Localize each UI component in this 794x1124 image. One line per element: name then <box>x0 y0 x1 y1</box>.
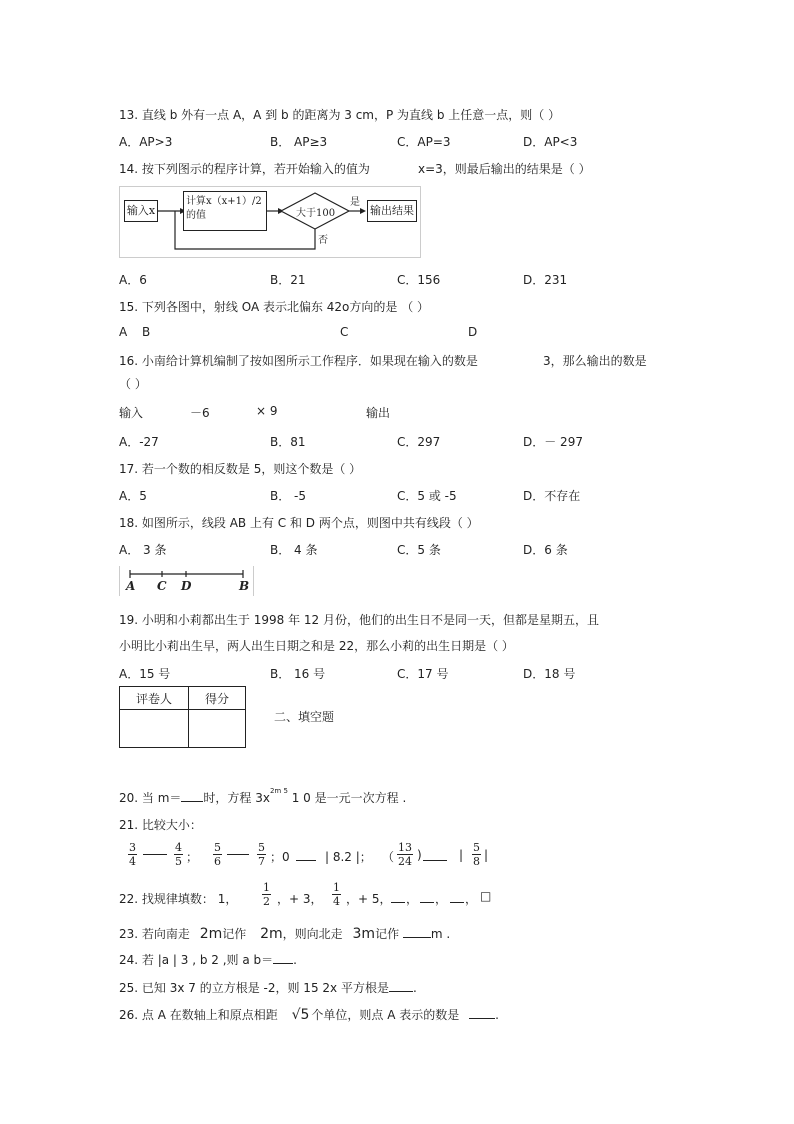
q21-frac-4-5 <box>174 841 183 868</box>
q17-stem: 17. 若一个数的相反数是 5，则这个数是（ ） <box>119 462 362 476</box>
q22-blank-1[interactable] <box>391 902 405 903</box>
q22-blank-2[interactable] <box>420 902 434 903</box>
q21-frac-5-7 <box>257 841 266 868</box>
q19-option-d: D．18 号 <box>523 667 576 681</box>
fraction-denominator: 4 <box>129 855 136 868</box>
q18-option-c: C．5 条 <box>397 543 441 557</box>
q22-box-symbol: □ <box>480 889 492 903</box>
q23-answer-blank[interactable] <box>403 937 431 938</box>
fraction-denominator: 4 <box>333 895 340 908</box>
q15-option-d: D <box>468 325 478 339</box>
fraction-numerator: 5 <box>473 841 480 854</box>
q18-stem: 18. 如图所示，线段 AB 上有 C 和 D 两个点，则图中共有线段（ ） <box>119 516 479 530</box>
q22-post: ，+ 5， <box>346 892 392 906</box>
q14-option-d: D．231 <box>523 273 568 287</box>
q21-frac-5-8 <box>472 841 481 868</box>
fraction-denominator: 5 <box>175 855 182 868</box>
q22-comma-1: ， <box>406 892 419 906</box>
q23-value-1: 2m <box>199 926 223 942</box>
q21-abs-value: | 8.2 |； <box>325 850 372 864</box>
flow-calc-box <box>183 191 267 231</box>
flow-no-label: 否 <box>318 235 328 246</box>
q13-stem: 13. 直线 b 外有一点 A，A 到 b 的距离为 3 cm，P 为直线 b 上任意一点，则（ ） <box>119 108 561 122</box>
q14-stem-tail: x=3，则最后输出的结果是（ ） <box>418 162 591 176</box>
fraction-denominator: 2 <box>263 895 270 908</box>
fraction-numerator: 4 <box>175 841 182 854</box>
q25-line <box>119 979 417 996</box>
q20-prefix: 20. 当 m＝ <box>119 791 182 805</box>
q16-op-subtract: －6 <box>190 406 210 420</box>
point-b-label: B <box>239 579 250 593</box>
q25-text: 25. 已知 3x 7 的立方根是 -2，则 15 2x 平方根是 <box>119 981 389 995</box>
q26-line <box>119 1006 499 1023</box>
q23-text-1: 记作 <box>222 927 247 941</box>
q17-option-a: A．5 <box>119 489 147 503</box>
q15-option-b: B <box>142 325 151 339</box>
q18-option-b: B． 4 条 <box>270 543 318 557</box>
fraction-denominator: 7 <box>258 855 265 868</box>
q13-option-a: A．AP>3 <box>119 135 173 149</box>
q16-option-d: D．－ 297 <box>523 435 583 449</box>
q18-option-d: D．6 条 <box>523 543 568 557</box>
q14-stem: 14. 按下列图示的程序计算，若开始输入的值为 <box>119 162 370 176</box>
q16-op-multiply: × 9 <box>256 404 278 418</box>
point-d-label: D <box>181 579 192 593</box>
section-2-title: 二、填空题 <box>274 710 335 724</box>
q19-line2: 小明比小莉出生早，两人出生日期之和是 22，那么小莉的出生日期是（ ） <box>119 639 514 653</box>
q26-prefix: 26. 点 A 在数轴上和原点相距 <box>119 1008 278 1022</box>
reviewer-cell[interactable] <box>120 710 189 748</box>
q20-exponent: 2m 5 <box>269 787 288 795</box>
q20-answer-blank[interactable] <box>181 801 203 802</box>
q16-paren: （ ） <box>119 377 147 391</box>
q26-sqrt: √5 <box>291 1007 310 1023</box>
q21-abs-bar-left: | <box>459 848 464 862</box>
q14-option-b: B．21 <box>270 273 306 287</box>
flow-output-box: 输出结果 <box>367 200 417 222</box>
q24-answer-blank[interactable] <box>273 963 293 964</box>
q22-blank-3[interactable] <box>450 902 464 903</box>
q23-value-3: 3m <box>352 926 376 942</box>
q26-answer-blank[interactable] <box>469 1018 495 1019</box>
q17-option-d: D．不存在 <box>523 489 581 503</box>
q16-option-a: A．-27 <box>119 435 159 449</box>
q18-option-a: A． 3 条 <box>119 543 167 557</box>
point-c-label: C <box>157 579 167 593</box>
q25-end: . <box>412 981 417 995</box>
q23-text-2: ，则向北走 <box>282 927 343 941</box>
q26-end: . <box>495 1008 499 1022</box>
q23-prefix: 23. 若向南走 <box>119 927 190 941</box>
fraction-numerator: 1 <box>263 881 270 894</box>
q16-input-label: 输入 <box>119 406 144 420</box>
q14-option-a: A．6 <box>119 273 147 287</box>
q15-stem: 15. 下列各图中，射线 OA 表示北偏东 42o方向的是 （ ） <box>119 300 430 314</box>
score-table <box>119 686 246 748</box>
q22-mid: ，+ 3， <box>277 892 323 906</box>
fraction-numerator: 1 <box>333 881 340 894</box>
q16-option-b: B．81 <box>270 435 306 449</box>
q19-line1: 19. 小明和小莉都出生于 1998 年 12 月份，他们的出生日不是同一天，但都是星期五，且 <box>119 613 599 627</box>
q19-option-b: B． 16 号 <box>270 667 326 681</box>
q16-stem: 16. 小南给计算机编制了按如图所示工作程序．如果现在输入的数是 <box>119 354 478 368</box>
q18-segment-figure <box>119 566 254 596</box>
q21-blank-2[interactable] <box>227 854 249 855</box>
q17-option-c: C．5 或 -5 <box>397 489 457 503</box>
q21-blank-4[interactable] <box>423 860 447 861</box>
q21-stem: 21. 比较大小： <box>119 818 202 832</box>
q21-semicolon-1: ； <box>186 850 199 864</box>
q24-end: . <box>293 953 297 967</box>
q13-option-b: B． AP≥3 <box>270 135 328 149</box>
q23-suffix: m . <box>430 927 451 941</box>
q15-option-a: A <box>119 325 128 339</box>
q21-right-paren: ) <box>417 848 422 862</box>
q17-option-b: B． -5 <box>270 489 307 503</box>
q16-output-label: 输出 <box>366 406 391 420</box>
q21-frac-3-4 <box>128 841 137 868</box>
q15-option-c: C <box>340 325 349 339</box>
q20-mid: 时，方程 3x <box>203 791 270 805</box>
flow-calc-line2: 的值 <box>186 210 206 221</box>
q25-answer-blank[interactable] <box>389 991 413 992</box>
q21-blank-3[interactable] <box>296 860 316 861</box>
q20-suffix: 1 0 是一元一次方程 . <box>287 791 407 805</box>
q22-frac-1-4 <box>332 881 341 908</box>
q19-option-c: C．17 号 <box>397 667 449 681</box>
fraction-denominator: 8 <box>473 855 480 868</box>
score-header: 得分 <box>189 687 246 710</box>
fraction-numerator: 3 <box>129 841 136 854</box>
q21-abs-bar-right: | <box>484 848 489 862</box>
q23-text-3: 记作 <box>375 927 400 941</box>
fraction-numerator: 13 <box>398 841 412 854</box>
q21-frac-5-6 <box>213 841 222 868</box>
q14-flowchart <box>119 186 421 258</box>
q13-option-c: C．AP=3 <box>397 135 451 149</box>
q16-option-c: C．297 <box>397 435 441 449</box>
q21-blank-1[interactable] <box>143 854 167 855</box>
flow-yes-label: 是 <box>350 197 360 208</box>
fraction-denominator: 24 <box>398 855 412 868</box>
flow-condition: 大于100 <box>296 208 336 219</box>
q21-left-paren: （ <box>382 850 395 864</box>
q24-text: 24. 若 |a | 3 , b 2 ,则 a b＝ <box>119 953 274 967</box>
q22-prefix: 22. 找规律填数： 1， <box>119 892 238 906</box>
score-cell[interactable] <box>189 710 246 748</box>
flow-input-box: 输入x <box>124 200 158 222</box>
reviewer-header: 评卷人 <box>120 687 189 710</box>
q19-option-a: A．15 号 <box>119 667 171 681</box>
q21-zero: ；0 <box>270 850 290 864</box>
q16-stem-tail: 3，那么输出的数是 <box>543 354 647 368</box>
q26-text: 个单位，则点 A 表示的数是 <box>311 1008 460 1022</box>
q14-option-c: C．156 <box>397 273 441 287</box>
fraction-numerator: 5 <box>258 841 265 854</box>
flowchart-lines <box>120 187 420 257</box>
point-a-label: A <box>126 579 136 593</box>
flow-calc-line1: 计算x（x+1）/2 <box>186 196 262 207</box>
q20-line <box>119 789 406 806</box>
q21-frac-13-24 <box>397 841 413 868</box>
q22-comma-2: ， <box>435 892 448 906</box>
fraction-numerator: 5 <box>214 841 221 854</box>
q22-frac-1-2 <box>262 881 271 908</box>
q24-line <box>119 951 297 968</box>
q22-comma-3: ， <box>465 892 478 906</box>
q23-line <box>119 925 450 942</box>
q23-value-2: 2m <box>260 926 283 942</box>
q13-option-d: D．AP<3 <box>523 135 578 149</box>
fraction-denominator: 6 <box>214 855 221 868</box>
